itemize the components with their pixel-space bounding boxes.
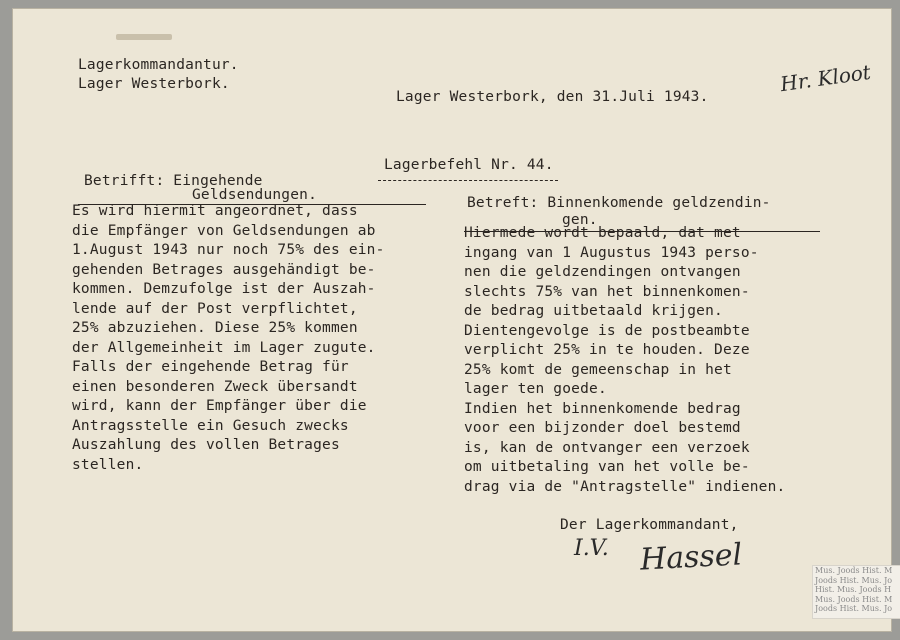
dutch-body-line: is, kan de ontvanger een verzoek [464,439,750,456]
dutch-body-line: slechts 75% van het binnenkomen- [464,283,750,300]
stamp-line: Joods Hist. Mus. Jo [815,604,893,613]
german-body-line: Auszahlung des vollen Betrages [72,437,340,453]
german-body-line: gehenden Betrages ausgehändigt be- [72,261,376,278]
dutch-body-line: om uitbetaling van het volle be- [464,459,750,475]
german-body-line: Es wird hiermit angeordnet, dass [72,203,358,219]
dutch-body-line: voor een bijzonder doel bestemd [464,420,741,436]
german-body-line: die Empfänger von Geldsendungen ab [72,222,376,239]
place-date: Lager Westerbork, den 31.Juli 1943. [396,89,709,105]
german-subject-line1: Betrifft: Eingehende [84,173,263,189]
handwritten-note: Hr. Kloot [778,59,873,97]
archive-stamp [812,565,900,619]
stamp-line: Mus. Joods Hist. M [815,566,893,575]
dutch-subject-line2: gen. [562,212,598,228]
signature: Hassel [639,537,744,578]
stamp-line: Mus. Joods Hist. M [815,594,893,604]
dutch-body-line: nen die geldzendingen ontvangen [464,264,741,280]
german-body-line: der Allgemeinheit im Lager zugute. [72,339,376,356]
german-body-line: kommen. Demzufolge ist der Auszah- [72,281,376,297]
document-page [12,8,892,632]
stamp-line: Hist. Mus. Joods H [815,585,892,594]
german-body-line: 1.August 1943 nur noch 75% des ein- [72,242,385,258]
order-title: Lagerbefehl Nr. 44. [384,157,554,173]
german-body-line: 25% abzuziehen. Diese 25% kommen [72,320,358,336]
signature-title: Der Lagerkommandant, [560,517,739,533]
german-subject-line2: Geldsendungen. [192,187,318,203]
german-body-line: einen besonderen Zweck übersandt [72,378,358,395]
dutch-subject-line1: Betreft: Binnenkomende geldzendin- [467,195,771,211]
dutch-body-line: de bedrag uitbetaald krijgen. [464,303,723,319]
dutch-body-line: ingang van 1 Augustus 1943 perso- [464,244,759,261]
dutch-body-line: Indien het binnenkomende bedrag [464,400,741,417]
dutch-body-line: verplicht 25% in te houden. Deze [464,342,750,358]
dutch-body-line: Dientengevolge is de postbeambte [464,322,750,339]
signature-initials: I.V. [574,536,609,561]
order-title-underline [378,180,558,181]
dutch-body-line: drag via de "Antragstelle" indienen. [464,478,786,495]
german-body-line: wird, kann der Empfänger über die [72,398,367,414]
german-body-line: stellen. [72,456,144,473]
stamp-line: Joods Hist. Mus. Jo [815,575,893,585]
german-body-line: lende auf der Post verpflichtet, [72,300,358,317]
dutch-body-line: Hiermede wordt bepaald, dat met [464,225,741,241]
dutch-body-line: 25% komt de gemeenschap in het [464,361,732,378]
german-body-line: Antragsstelle ein Gesuch zwecks [72,417,349,434]
german-body-line: Falls der eingehende Betrag für [72,359,349,375]
dutch-body-line: lager ten goede. [464,381,607,397]
header-office: Lagerkommandantur. [78,57,239,73]
header-camp: Lager Westerbork. [78,76,230,92]
tape-mark [116,34,172,40]
